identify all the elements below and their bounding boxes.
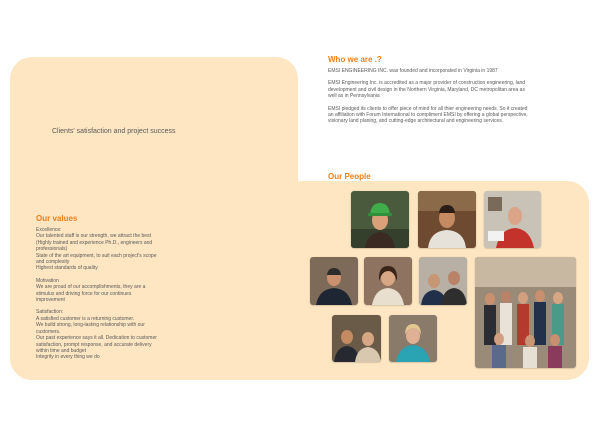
team-photo-man-red-shirt — [484, 191, 541, 248]
team-photo-engineer-hardhat — [351, 191, 409, 248]
who-paragraph: EMSI pledged its clients to offer piece of mind for all thier engineering needs. So it created an affiliation with Forum International to compliment EMSI by offering a global perspective, visionary land planing, and cutting-edge architectural and engineering services. — [328, 105, 528, 125]
team-photo-man-suit — [310, 257, 358, 305]
values-line: Highest standards of quality — [36, 265, 98, 272]
who-we-are-text — [328, 68, 533, 131]
values-group-title: Excellence: — [36, 227, 62, 233]
tagline: Clients' satisfaction and project success — [52, 128, 176, 135]
team-photo-two-men — [419, 257, 467, 305]
team-photo-woman-teal — [389, 315, 437, 362]
team-photo-man-office — [418, 191, 476, 248]
values-group-excellence — [36, 227, 161, 272]
who-paragraph: EMSI Engineering Inc. is accredited as a major provider of construction engineering, land development and civil design in the Northern Virginia, Maryland, DC metropolitan area as well as in Pennsylvania — [328, 80, 526, 100]
who-we-are-heading: Who we are .? — [328, 55, 382, 64]
team-photo-group — [475, 257, 576, 368]
values-line: We build strong, long-lasting relationship with our customers. — [36, 322, 145, 335]
values-line: Integrity in every thing we do — [36, 354, 100, 361]
values-line: Our past experience says it all. Dedication to customer satisfaction, prompt response, and accurate delivery within time and budget — [36, 335, 157, 354]
who-paragraph: EMSI ENGINEERING INC. was founded and incorporated in Virginia in 1987 — [328, 68, 498, 74]
values-group-title: Motivation — [36, 277, 59, 284]
our-values-heading: Our values — [36, 214, 78, 223]
values-group-motivation — [36, 278, 161, 304]
our-people-heading: Our People — [328, 172, 371, 181]
our-values-text — [36, 227, 161, 367]
values-group-title: Satisfaction: — [36, 309, 64, 316]
values-line: State of the art equipment, to suit each project's scope and complexity — [36, 252, 157, 266]
values-line: A satisfied customer is a returning customer. — [36, 315, 135, 322]
values-line: Our talented staff is our strength, we attract the best (Highly trained and experience Ph.D., engineers and professionals) — [36, 233, 153, 253]
team-photo-couple — [332, 315, 381, 362]
team-photo-woman — [364, 257, 412, 305]
values-group-satisfaction — [36, 309, 161, 360]
values-line: We are proud of our accomplishments, they are a stimulus and driving force for our continues improvement — [36, 284, 146, 304]
